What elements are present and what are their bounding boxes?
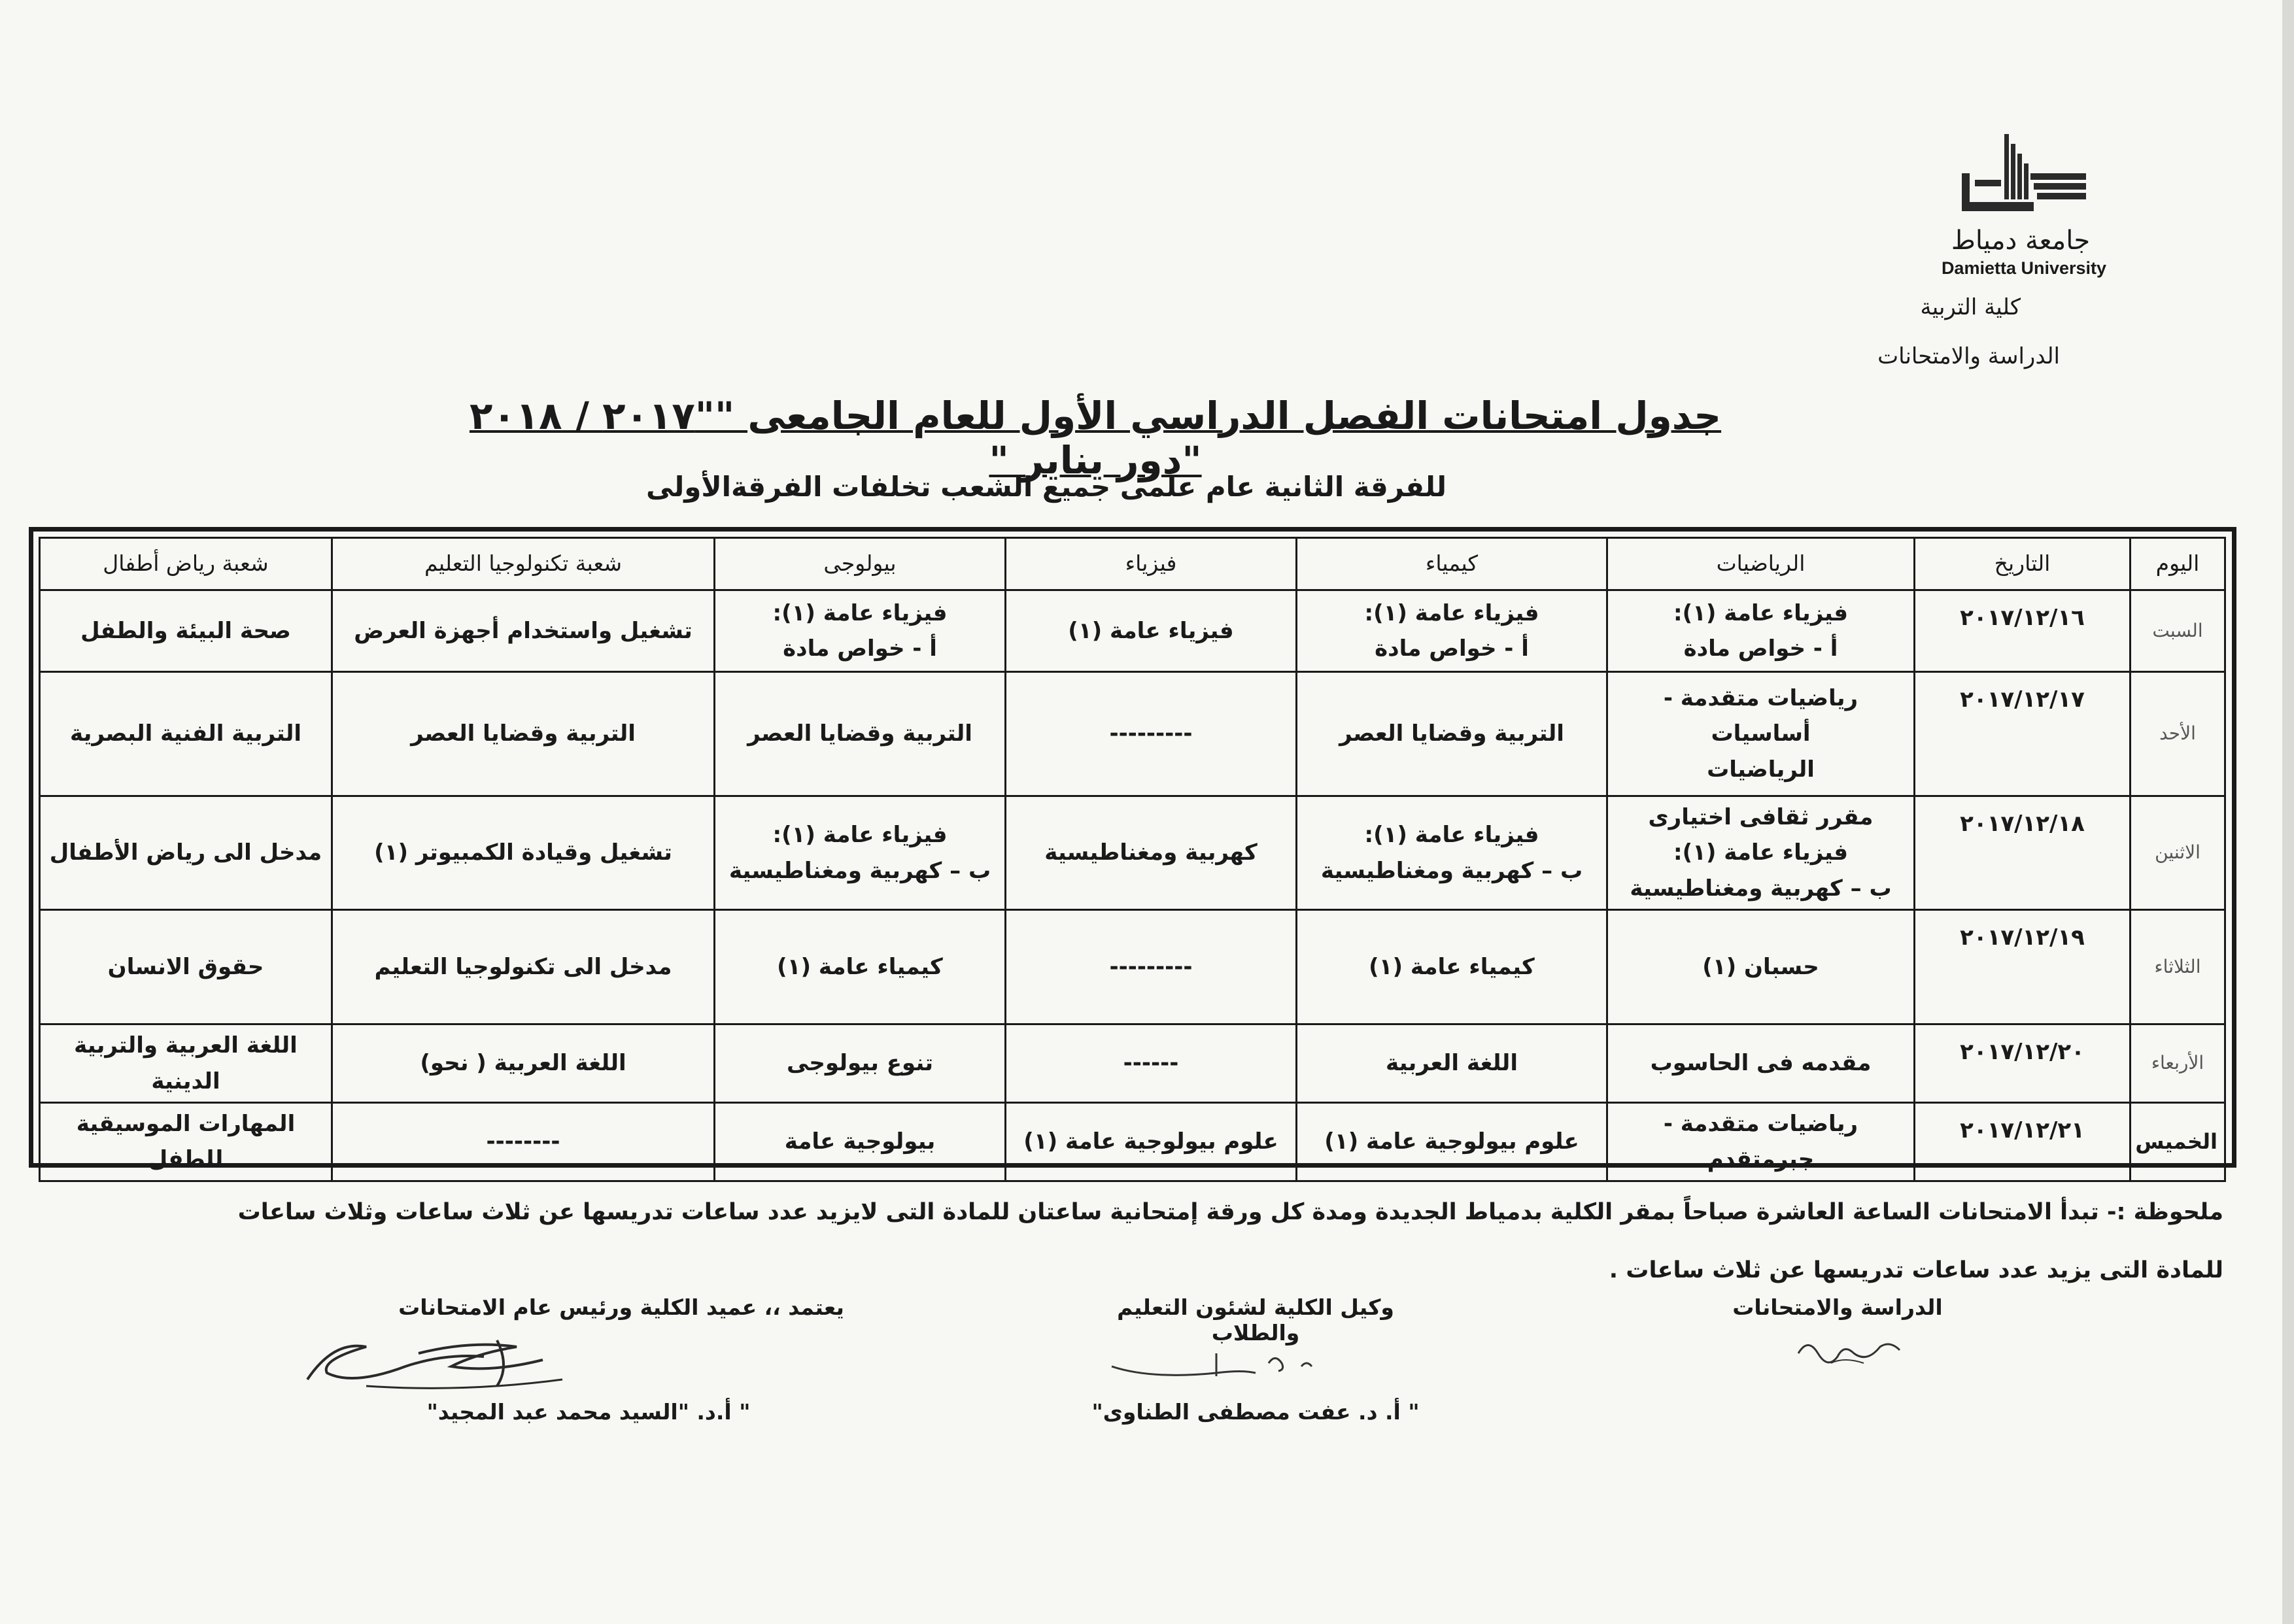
table-row <box>40 590 2225 672</box>
cell-text-line: ب – كهربية ومغناطيسية <box>1320 857 1583 884</box>
university-name-english: Damietta University <box>1941 258 2107 278</box>
table-row <box>40 796 2225 910</box>
cell-kindergarten <box>40 796 332 910</box>
cell-biology <box>715 1024 1006 1103</box>
cell-date: ٢٠١٧/١٢/٢١ <box>1915 1102 2131 1181</box>
cell-text-line: علوم بيولوجية عامة (١) <box>1023 1128 1278 1155</box>
cell-text-line: فيزياء عامة (١) <box>1068 617 1234 644</box>
cell-day: الاثنين <box>2131 796 2225 910</box>
vice-dean-signature <box>1105 1334 1380 1393</box>
exam-note <box>157 1183 2223 1300</box>
cell-biology <box>715 796 1006 910</box>
cell-text-line: --------- <box>1109 953 1193 980</box>
cell-text-line: مقرر ثقافى اختيارى <box>1648 804 1874 830</box>
vice-dean-name: " أ. د. عفت مصطفى الطناوى" <box>1091 1399 1420 1425</box>
cell-text-line: كهربية ومغناطيسية <box>1044 839 1258 866</box>
cell-text-line: التربية وقضايا العصر <box>1339 720 1564 747</box>
table-header-row <box>40 538 2225 590</box>
cell-text-line: تشغيل واستخدام أجهزة العرض <box>354 617 693 644</box>
cell-text-line: الرياضيات <box>1707 756 1815 783</box>
dean-name: " أ.د. "السيد محمد عبد المجيد" <box>426 1399 751 1425</box>
cell-day: السبت <box>2131 590 2225 672</box>
cell-text-line: ب – كهربية ومغناطيسية <box>728 857 991 884</box>
header-math: الرياضيات <box>1607 538 1915 590</box>
cell-text-line: فيزياء عامة (١): <box>772 600 948 626</box>
document-subtitle: للفرقة الثانية عام علمى جميع الشعب تخلفات الفرقةالأولى <box>645 471 1447 503</box>
cell-text-line: فيزياء عامة (١): <box>1364 600 1539 626</box>
cell-day: الأحد <box>2131 672 2225 796</box>
cell-text-line: مقدمه فى الحاسوب <box>1650 1050 1872 1077</box>
cell-chemistry <box>1297 672 1607 796</box>
cell-chemistry <box>1297 1024 1607 1103</box>
cell-edtech <box>332 1102 715 1181</box>
header-edtech: شعبة تكنولوجيا التعليم <box>332 538 715 590</box>
exams-office-title: الدراسة والامتحانات <box>1732 1294 1943 1320</box>
cell-text-line: التربية وقضايا العصر <box>411 720 636 747</box>
cell-day: الأربعاء <box>2131 1024 2225 1103</box>
cell-text-line: فيزياء عامة (١): <box>1364 822 1539 849</box>
cell-text-line: اللغة العربية ( نحو) <box>420 1050 626 1077</box>
cell-text-line: أ - خواص مادة <box>1375 635 1529 662</box>
vice-dean-title: وكيل الكلية لشئون التعليم والطلاب <box>1117 1294 1394 1345</box>
header-chemistry: كيمياء <box>1297 538 1607 590</box>
cell-text-line: علوم بيولوجية عامة (١) <box>1324 1128 1579 1155</box>
cell-text-line: التربية وقضايا العصر <box>747 720 972 747</box>
cell-physics <box>1006 796 1297 910</box>
note-line-2: للمادة التى يزيد عدد ساعات تدريسها عن ثلاث ساعات . <box>1609 1257 2223 1284</box>
exam-schedule-table-frame <box>29 527 2236 1173</box>
cell-text-line: حقوق الانسان <box>107 953 264 980</box>
cell-text-line: تنوع بيولوجى <box>787 1050 933 1077</box>
cell-kindergarten <box>40 1102 332 1181</box>
cell-text-line: رياضيات متقدمة - أساسيات <box>1663 685 1858 747</box>
cell-physics <box>1006 672 1297 796</box>
cell-text-line: ------ <box>1123 1050 1179 1077</box>
scan-edge <box>2282 0 2294 1624</box>
cell-text-line: كيمياء عامة (١) <box>1369 953 1535 980</box>
dean-title: يعتمد ،، عميد الكلية ورئيس عام الامتحانات <box>398 1294 844 1320</box>
header-date: التاريخ <box>1915 538 2131 590</box>
cell-day: الثلاثاء <box>2131 910 2225 1024</box>
cell-math <box>1607 1024 1915 1103</box>
cell-date: ٢٠١٧/١٢/١٧ <box>1915 672 2131 796</box>
cell-text-line: اللغة العربية <box>1386 1050 1518 1077</box>
cell-text-line: كيمياء عامة (١) <box>777 953 943 980</box>
cell-chemistry <box>1297 796 1607 910</box>
cell-math <box>1607 1102 1915 1181</box>
cell-date: ٢٠١٧/١٢/١٦ <box>1915 590 2131 672</box>
cell-biology <box>715 672 1006 796</box>
table-row <box>40 1102 2225 1181</box>
note-line-1: ملحوظة :- تبدأ الامتحانات الساعة العاشرة صباحاً بمقر الكلية بدمياط الجديدة ومدة كل ورقة إمتحانية ساعتان للمادة التى لايزيد عدد ساعات تدريسها عن ثلاث ساعات وثلاث ساعات <box>237 1199 2223 1225</box>
cell-math <box>1607 590 1915 672</box>
cell-text-line: التربية الفنية البصرية <box>70 720 301 747</box>
cell-text-line: صحة البيئة والطفل <box>80 617 291 644</box>
cell-edtech <box>332 796 715 910</box>
department-name: الدراسة والامتحانات <box>1877 343 2060 369</box>
cell-text-line: فيزياء عامة (١): <box>1673 839 1848 866</box>
cell-physics <box>1006 1102 1297 1181</box>
document-title: جدول امتحانات الفصل الدراسي الأول للعام الجامعى ""٢٠١٧ / ٢٠١٨ "دور يناير " <box>469 394 1722 482</box>
table-row <box>40 672 2225 796</box>
cell-text-line: أ - خواص مادة <box>1683 635 1838 662</box>
cell-chemistry <box>1297 910 1607 1024</box>
cell-text-line: مدخل الى رياض الأطفال <box>49 839 322 866</box>
cell-kindergarten <box>40 1024 332 1103</box>
cell-kindergarten <box>40 590 332 672</box>
cell-text-line: اللغة العربية والتربية الدينية <box>74 1032 298 1094</box>
cell-text-line: أ - خواص مادة <box>783 635 937 662</box>
cell-day: الخميس <box>2131 1102 2225 1181</box>
cell-edtech <box>332 590 715 672</box>
cell-physics <box>1006 590 1297 672</box>
cell-text-line: فيزياء عامة (١): <box>772 822 948 849</box>
cell-text-line: --------- <box>1109 720 1193 747</box>
cell-physics <box>1006 910 1297 1024</box>
cell-math <box>1607 672 1915 796</box>
dean-signature <box>288 1308 654 1406</box>
cell-edtech <box>332 910 715 1024</box>
cell-chemistry <box>1297 1102 1607 1181</box>
cell-chemistry <box>1297 590 1607 672</box>
cell-text-line: المهارات الموسيقية للطفل <box>76 1110 296 1173</box>
cell-math <box>1607 796 1915 910</box>
cell-text-line: -------- <box>486 1128 560 1155</box>
university-name-arabic: جامعة دمياط <box>1951 226 2091 256</box>
cell-biology <box>715 1102 1006 1181</box>
cell-physics <box>1006 1024 1297 1103</box>
cell-kindergarten <box>40 672 332 796</box>
exams-office-signature <box>1792 1327 1923 1373</box>
cell-text-line: فيزياء عامة (١): <box>1673 600 1848 626</box>
cell-date: ٢٠١٧/١٢/٢٠ <box>1915 1024 2131 1103</box>
header-biology: بيولوجى <box>715 538 1006 590</box>
header-kindergarten: شعبة رياض أطفال <box>40 538 332 590</box>
cell-edtech <box>332 1024 715 1103</box>
cell-text-line: رياضيات متقدمة - جبرمتقدم <box>1663 1110 1858 1173</box>
cell-date: ٢٠١٧/١٢/١٨ <box>1915 796 2131 910</box>
cell-text-line: تشغيل وقيادة الكمبيوتر (١) <box>374 839 672 866</box>
cell-edtech <box>332 672 715 796</box>
faculty-name: كلية التربية <box>1920 294 2021 320</box>
cell-math <box>1607 910 1915 1024</box>
cell-text-line: بيولوجية عامة <box>784 1128 936 1155</box>
table-row <box>40 1024 2225 1103</box>
header-day: اليوم <box>2131 538 2225 590</box>
cell-date: ٢٠١٧/١٢/١٩ <box>1915 910 2131 1024</box>
cell-biology <box>715 590 1006 672</box>
header-physics: فيزياء <box>1006 538 1297 590</box>
cell-text-line: مدخل الى تكنولوجيا التعليم <box>374 953 672 980</box>
exam-schedule-table <box>39 537 2226 1182</box>
cell-biology <box>715 910 1006 1024</box>
cell-text-line: ب – كهربية ومغناطيسية <box>1630 875 1892 902</box>
table-row <box>40 910 2225 1024</box>
cell-text-line: حسبان (١) <box>1702 953 1819 980</box>
cell-kindergarten <box>40 910 332 1024</box>
